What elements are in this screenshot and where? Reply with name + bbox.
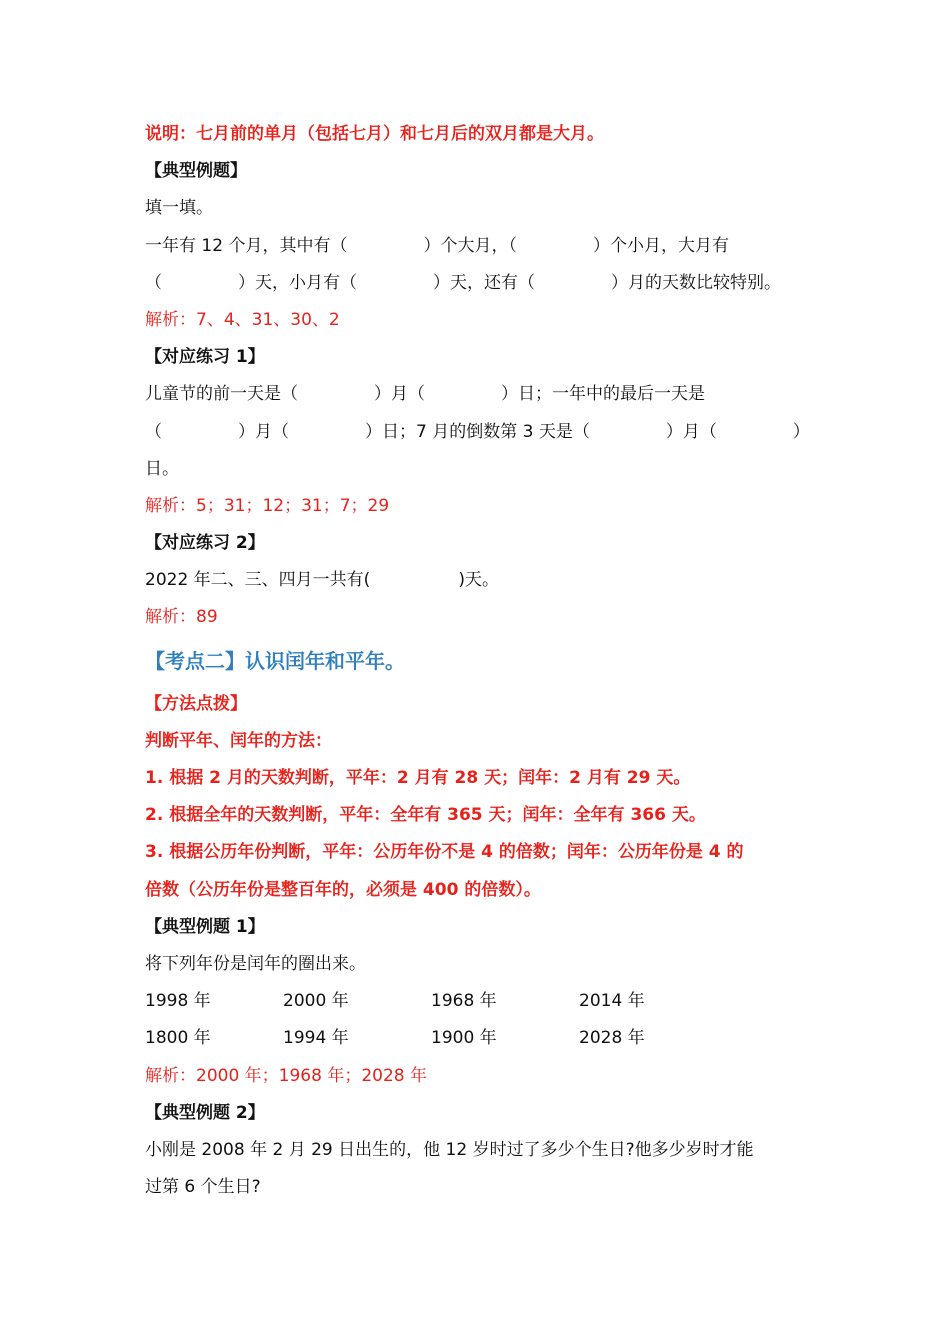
example-2-line-1: 小刚是 2008 年 2 月 29 日出生的，他 12 岁时过了多少个生日?他多少岁时才能 — [145, 1139, 754, 1160]
example-1-intro: 将下列年份是闰年的圈出来。 — [145, 953, 366, 974]
method-rule-3a: 3. 根据公历年份判断，平年：公历年份不是 4 的倍数；闰年：公历年份是 4 的 — [145, 842, 744, 863]
example-2-heading: 【典型例题 2】 — [145, 1102, 265, 1123]
document-page — [145, 116, 825, 1206]
practice-1-line-1: 儿童节的前一天是（ ）月（ ）日；一年中的最后一天是 — [145, 384, 705, 405]
practice-1-answer: 解析：5；31；12；31；7；29 — [145, 495, 390, 516]
method-heading: 【方法点拨】 — [145, 693, 247, 714]
year-item: 1994 年 — [283, 1028, 349, 1049]
method-rule-3b: 倍数（公历年份是整百年的，必须是 400 的倍数）。 — [145, 879, 541, 900]
year-row-2 — [145, 1020, 825, 1057]
example-question-line-1: 一年有 12 个月，其中有（ ）个大月，（ ）个小月，大月有 — [145, 235, 729, 256]
method-intro: 判断平年、闰年的方法： — [145, 730, 332, 751]
example-heading: 【典型例题】 — [145, 161, 247, 182]
practice-1-line-2: （ ）月（ ）日；7 月的倒数第 3 天是（ ）月（ ） — [145, 421, 810, 442]
example-1-answer: 解析：2000 年；1968 年；2028 年 — [145, 1065, 428, 1086]
practice-1-line-3: 日。 — [145, 458, 179, 479]
example-question-line-2: （ ）天，小月有（ ）天，还有（ ）月的天数比较特别。 — [145, 272, 781, 293]
year-row-1 — [145, 983, 825, 1020]
year-item: 1800 年 — [145, 1028, 211, 1049]
example-1-heading: 【典型例题 1】 — [145, 916, 265, 937]
practice-1-heading: 【对应练习 1】 — [145, 347, 265, 368]
example-intro: 填一填。 — [145, 198, 213, 219]
practice-2-line-1: 2022 年二、三、四月一共有( )天。 — [145, 570, 499, 591]
year-item: 2014 年 — [579, 991, 645, 1012]
method-rule-2: 2. 根据全年的天数判断，平年：全年有 365 天；闰年：全年有 366 天。 — [145, 805, 706, 826]
year-item: 1998 年 — [145, 991, 211, 1012]
example-answer: 解析：7、4、31、30、2 — [145, 309, 340, 330]
method-rule-1: 1. 根据 2 月的天数判断，平年：2 月有 28 天；闰年：2 月有 29 天。 — [145, 768, 691, 788]
year-item: 1968 年 — [431, 991, 497, 1012]
note-text: 说明：七月前的单月（包括七月）和七月后的双月都是大月。 — [145, 124, 604, 144]
year-item: 1900 年 — [431, 1028, 497, 1049]
year-item: 2028 年 — [579, 1028, 645, 1049]
example-2-line-2: 过第 6 个生日? — [145, 1177, 261, 1198]
year-item: 2000 年 — [283, 991, 349, 1012]
practice-2-answer: 解析：89 — [145, 607, 218, 628]
practice-2-heading: 【对应练习 2】 — [145, 533, 265, 554]
section-title: 【考点二】认识闰年和平年。 — [145, 648, 405, 673]
